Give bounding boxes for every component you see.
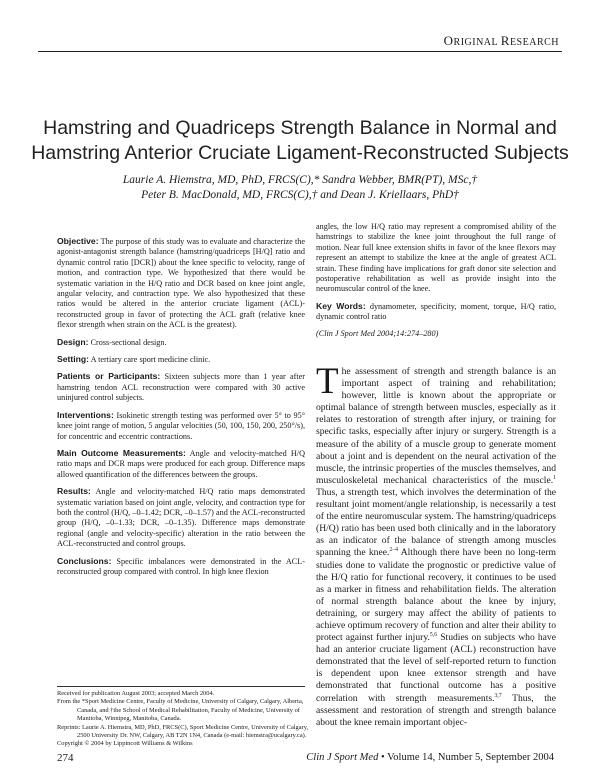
footnotes (57, 690, 309, 749)
article-title: Hamstring and Quadriceps Strength Balance in Normal and Hamstring Anterior Cruciate Ligament-Reconstructed Subjects (31, 117, 569, 164)
footnote-copyright: Copyright © 2004 by Lippincott Williams & Wilkins (57, 740, 193, 748)
abstract-results: Results: Angle and velocity-matched H/Q ratio maps demonstrated systematic variation based on joint angle, velocity, and contraction type for both the control (H/Q, –0–1.42; DCR, –0–1.57) and the ACL-reconstructed group (H/Q, –0–1.33; DCR, –0–1.35). Difference maps demonstrate regional (angle and velocity-specific) alteration in the ratio between the ACL-reconstructed and control groups. (57, 486, 305, 549)
header-rule (38, 51, 562, 52)
abstract-setting: Setting: A tertiary care sport medicine clinic. (57, 354, 211, 365)
reference-marker: 1 (553, 474, 556, 481)
footnote-affiliation: From the *Sport Medicine Centre, Faculty of Medicine, University of Calgary, Calgary, Alberta, Canada, and †the School of Medical Rehabilitation, Faculty of Medicine, University of Manitoba, Winnipeg, Manitoba, Canada. (57, 698, 304, 723)
abstract-conclusions: Conclusions: Specific imbalances were demonstrated in the ACL-reconstructed group compared with control. In high knee flexion (57, 555, 305, 576)
abstract-measures: Main Outcome Measurements: Angle and velocity-matched H/Q ratio maps and DCR maps were produced for each group. Difference maps allowed quantification of the differences between the groups. (57, 447, 305, 479)
reference-marker: 5,6 (429, 631, 438, 638)
page-number: 274 (57, 752, 74, 764)
reference-marker: 2–4 (389, 547, 398, 554)
abstract-conclusions-continued: angles, the low H/Q ratio may represent a compromised ability of the hamstrings to stabilize the knee joint throughout the full range of motion. Near full knee extension shifts in favor of the knee flexors may represent an attempt to stabilize the knee at the angle of greatest ACL strain. These finding have implications for graft donor site selection and postoperative rehabilitation as well as provide insight into the neuromuscular control of the knee. (316, 222, 556, 294)
abstract-interventions: Interventions: Isokinetic strength testing was performed over 5° to 95° knee joint range of motion, 5 angular velocities (50, 100, 150, 200, 250°/s), for concentric and eccentric contractions. (57, 409, 306, 441)
abstract-citation: (Clin J Sport Med 2004;14:274–280) (316, 328, 439, 338)
abstract-keywords: Key Words: dynamometer, specificity, moment, torque, H/Q ratio, dynamic control ratio (316, 300, 556, 322)
drop-cap: T (316, 361, 339, 402)
footnote-reprints: Reprints: Laurie A. Hiemstra, MD, PhD, FRCS(C), Sport Medicine Centre, University of Calgary, 2500 University Dr. NW, Calgary, AB T2N 1N4, Canada (e-mail: hiemstra@ucalgary.ca). (57, 723, 309, 740)
abstract-patients: Patients or Participants: Sixteen subjects more than 1 year after hamstring tendon ACL reconstruction were compared with 30 active uninjured control subjects. (57, 371, 305, 403)
abstract-objective: Objective: The purpose of this study was to evaluate and characterize the agonist-antagonist strength balance (hamstring/quadriceps [H/Q] ratio and dynamic control ratio [DCR]) about the knee specific to velocity, range of motion, and contraction type. We hypothesized that there would be systematic variation in the H/Q ratio and DCR based on knee joint angle, angular velocity, and contraction type. We also hypothesized that these ratios would be altered in the anterior cruciate ligament (ACL)-reconstructed group in favor of protecting the ACL graft (relative knee flexor strength when strain on the ACL is the greatest). (57, 236, 305, 330)
introduction-body: The assessment of strength and strength balance is an important aspect of training and rehabilitation; however, little is known about the appropriate or optimal balance of strength between muscles, especially as it relates to restoration of strength after injury, or training for specific tasks, especially after injury or surgery. Strength is a measure of the ability of a muscle group to generate moment about a joint and is dependent on the neural activation of the muscle, the intrinsic properties of the muscles themselves, and musculoskeletal mechanical characteristics of the muscle.$^1$ Thus, a strength test, which involves the determination of the resultant joint moment/angle relationship, is necessarily a test of the entire neuromuscular system. The hamstring/quadriceps (H/Q) ratio has been used both clinically and in the laboratory as an indicator of the balance of strength among muscles spanning the knee.$^{2-4}$ Although there have been no long-term studies done to validate the prognostic or predictive value of the H/Q ratio for functional recovery, it continues to be used as a marker in fitness and rehabilitation fields. The alteration of normal strength balance about the knee by injury, detraining, or surgery may affect the ability of patients to achieve optimum recovery of function and alter their ability to protect against further injury.$^{5,6}$ Studies on subjects who have had an anterior cruciate ligament (ACL) reconstruction have demonstrated that the level of self-reported return to function is dependent upon knee extensor strength and have demonstrated that functional outcome has a positive correlation with strength measurements.$^{3,7}$ Thus, the assessment and restoration of strength and strength balance about the knee remain important objec- (316, 361, 556, 728)
abstract-right-column (316, 222, 556, 345)
abstract-left-column (57, 236, 305, 583)
footnote-rule (57, 686, 305, 687)
section-label: ORIGINAL RESEARCH (443, 33, 559, 48)
author-list: Laurie A. Hiemstra, MD, PhD, FRCS(C),* Sandra Webber, BMR(PT), MSc,† Peter B. MacDonald, MD, FRCS(C),† and Dean J. Kriellaars, PhD† (122, 174, 478, 201)
abstract-design: Design: Cross-sectional design. (57, 336, 167, 347)
journal-footer: Clin J Sport Med • Volume 14, Number 5, September 2004 (306, 752, 554, 763)
reference-marker: 3,7 (494, 692, 502, 699)
footnote-received: Received for publication August 2003; accepted March 2004. (57, 690, 215, 697)
